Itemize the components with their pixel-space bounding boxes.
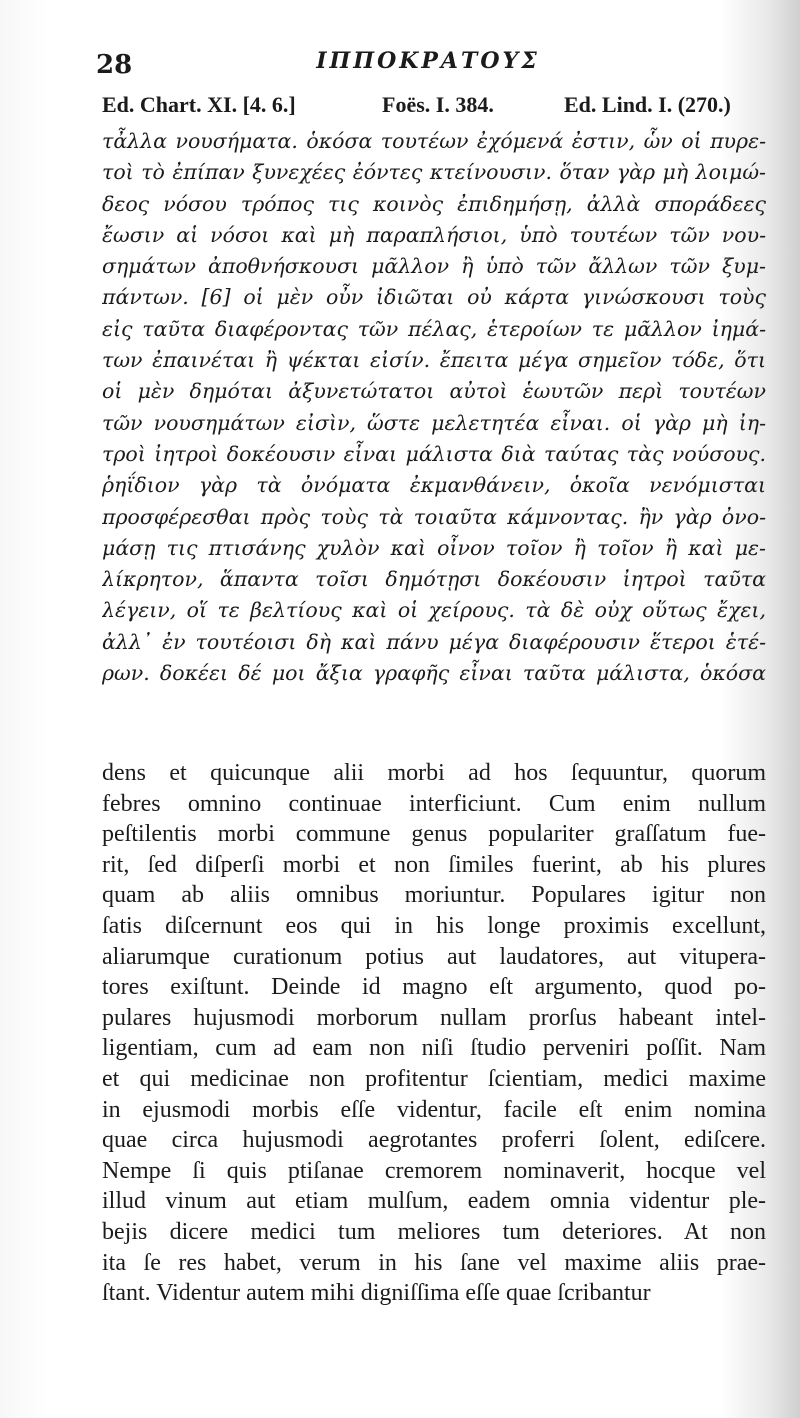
- latin-line: peſtilentis morbi commune genus populariter graſſatum fue-: [102, 821, 766, 848]
- running-head: [96, 44, 760, 84]
- latin-line: quam ab aliis omnibus moriuntur. Populares igitur non: [102, 882, 766, 909]
- greek-line: ῥηΐδιον γὰρ τὰ ὀνόματα ἐκμανθάνειν, ὁκοῖα νενόμισται: [102, 473, 766, 498]
- greek-line: μάσῃ τις πτισάνης χυλὸν καὶ οἶνον τοῖον ἢ τοῖον ἢ καὶ με-: [102, 535, 766, 560]
- greek-line: εἰς ταῦτα διαφέροντας τῶν πέλας, ἑτεροίων τε μᾶλλον ἰημά-: [102, 316, 766, 341]
- latin-line: illud vinum aut etiam mulſum, eadem omnia videntur ple-: [102, 1188, 766, 1215]
- running-title: ΙΠΠΟΚΡΑΤΟΥΣ: [316, 48, 540, 74]
- latin-line: Nempe ſi quis ptiſanae cremorem nominaverit, hocque vel: [102, 1157, 766, 1184]
- greek-line: τροὶ ἰητροὶ δοκέουσιν εἶναι μάλιστα διὰ ταύτας τὰς νούσους.: [102, 441, 766, 466]
- greek-line: ἔωσιν αἱ νόσοι καὶ μὴ παραπλήσιοι, ὑπὸ τουτέων τῶν νου-: [102, 222, 766, 247]
- greek-line: τἆλλα νουσήματα. ὁκόσα τουτέων ἐχόμενά ἐστιν, ὧν οἱ πυρε-: [102, 129, 766, 153]
- latin-line: dens et quicunque alii morbi ad hos ſequuntur, quorum: [102, 760, 766, 786]
- greek-line: οἱ μὲν δημόται ἀξυνετώτατοι αὐτοὶ ἑωυτῶν περὶ τουτέων: [102, 379, 766, 404]
- latin-line: et qui medicinae non profitentur ſcientiam, medici maxime: [102, 1065, 766, 1092]
- latin-line: ita ſe res habet, verum in his ſane vel maxime aliis prae-: [102, 1249, 766, 1276]
- reference-foes-edition: Foës. I. 384.: [382, 92, 494, 117]
- greek-line: σημάτων ἀποθνήσκουσι μᾶλλον ἢ ὑπὸ τῶν ἄλλων τῶν ξυμ-: [102, 254, 766, 279]
- latin-line: in ejusmodi morbis eſſe videntur, facile eſt enim nomina: [102, 1096, 766, 1123]
- latin-line: bejis dicere medici tum meliores tum deteriores. At non: [102, 1218, 766, 1245]
- reference-lind-edition: Ed. Lind. I. (270.): [564, 92, 731, 117]
- greek-line: λίκρητον, ἅπαντα τοῖσι δημότῃσι δοκέουσιν ἰητροὶ ταῦτα: [102, 567, 766, 592]
- greek-line: ἀλλ᾽ ἐν τουτέοισι δὴ καὶ πάνυ μέγα διαφέρουσιν ἕτεροι ἑτέ-: [102, 629, 766, 654]
- edition-references: [102, 92, 762, 124]
- latin-text-block: [102, 758, 766, 1309]
- latin-line: rit, ſed diſperſi morbi et non ſimiles fuerint, ab his plures: [102, 851, 766, 878]
- greek-line: τοὶ τὸ ἐπίπαν ξυνεχέες ἐόντες κτείνουσιν. ὅταν γὰρ μὴ λοιμώ-: [102, 160, 766, 185]
- reference-chart-edition: Ed. Chart. XI. [4. 6.]: [102, 92, 296, 117]
- latin-line: ſtant. Videntur autem mihi digniſſima eſſe quae ſcribantur: [102, 1280, 651, 1307]
- greek-line: ρων. δοκέει δέ μοι ἄξια γραφῆς εἶναι ταῦτα μάλιστα, ὁκόσα: [102, 661, 766, 686]
- greek-line: των ἐπαινέται ἢ ψέκται εἰσίν. ἔπειτα μέγα σημεῖον τόδε, ὅτι: [102, 348, 766, 373]
- greek-text-block: [102, 126, 766, 689]
- greek-line: πάντων. [6] οἱ μὲν οὖν ἰδιῶται οὐ κάρτα γινώσκουσι τοὺς: [102, 285, 766, 310]
- greek-line: προσφέρεσθαι πρὸς τοὺς τὰ τοιαῦτα κάμνοντας. ἢν γὰρ ὀνο-: [102, 504, 766, 529]
- latin-line: pulares hujusmodi morborum nullam prorſus habeant intel-: [102, 1004, 766, 1031]
- greek-line: δεος νόσου τρόπος τις κοινὸς ἐπιδημήσῃ, ἀλλὰ σποράδεες: [102, 191, 766, 216]
- latin-line: quae circa hujusmodi aegrotantes proferri ſolent, ediſcere.: [102, 1127, 766, 1154]
- latin-line: febres omnino continuae interficiunt. Cum enim nullum: [102, 790, 766, 817]
- latin-line: aliarumque curationum potius aut laudatores, aut vitupera-: [102, 943, 766, 970]
- latin-line: ſatis diſcernunt eos qui in his longe proximis excellunt,: [102, 912, 766, 939]
- latin-line: tores exiſtunt. Deinde id magno eſt argumento, quod po-: [102, 974, 766, 1001]
- greek-line: τῶν νουσημάτων εἰσὶν, ὥστε μελετητέα εἶναι. οἱ γὰρ μὴ ἰη-: [102, 410, 766, 435]
- latin-line: ligentiam, cum ad eam non niſi ſtudio perveniri poſſit. Nam: [102, 1035, 766, 1062]
- greek-line: λέγειν, οἵ τε βελτίους καὶ οἱ χείρους. τὰ δὲ οὐχ οὕτως ἔχει,: [102, 598, 766, 623]
- page-number: 28: [96, 50, 133, 80]
